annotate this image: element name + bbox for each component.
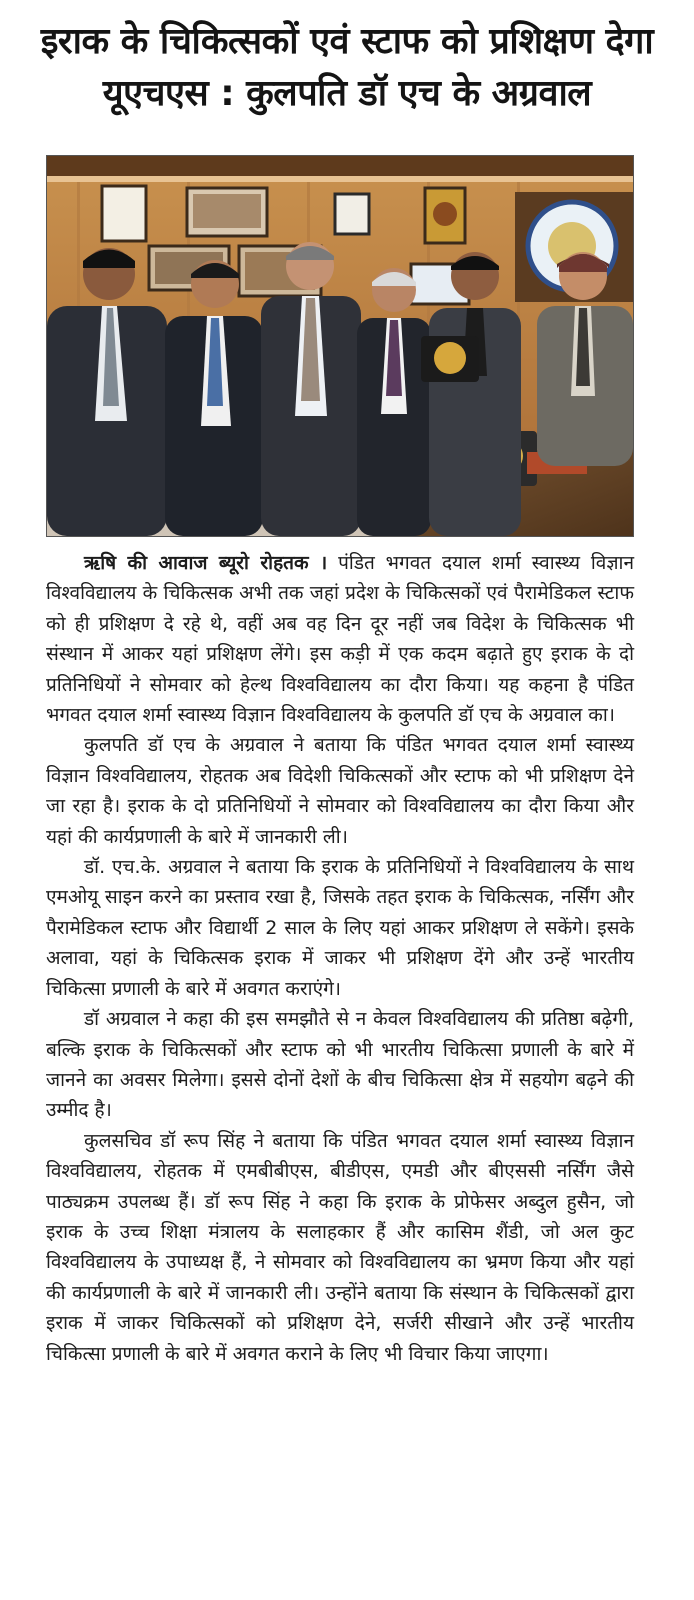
- article-paragraph: डॉ. एच.के. अग्रवाल ने बताया कि इराक के प्रतिनिधियों ने विश्वविद्यालय के साथ एमओयू साइन करने का प्रस्ताव रखा है, जिसके तहत इराक के चिकित्सक, नर्सिंग और पैरामेडिकल स्टाफ और विद्यार्थी 2 साल के लिए यहां आकर प्रशिक्षण ले सकेंगे। इसके अलावा, यहां के चिकित्सक इराक में जाकर भी प्रशिक्षण देंगे और उन्हें भारतीय चिकित्सा प्रणाली के बारे में अवगत कराएंगे।: [46, 856, 634, 1000]
- headline-line-2: यूएचएस : कुलपति डॉ एच के अग्रवाल: [102, 73, 592, 114]
- headline-line-1: इराक के चिकित्सकों एवं स्टाफ को प्रशिक्षण देगा: [40, 21, 654, 62]
- paragraph-text: पंडित भगवत दयाल शर्मा स्वास्थ्य विज्ञान विश्वविद्यालय के चिकित्सक अभी तक जहां प्रदेश के चिकित्सकों एवं पैरामेडिकल स्टाफ को ही प्रशिक्षण दे रहे थे, वहीं अब वह दिन दूर नहीं जब विदेश के चिकित्सक भी संस्थान में आकर यहां प्रशिक्षण लेंगे। इस कड़ी में एक कदम बढ़ाते हुए इराक के दो प्रतिनिधियों ने सोमवार को हेल्थ विश्वविद्यालय का दौरा किया। यह कहना है पंडित भगवत दयाल शर्मा स्वास्थ्य विज्ञान विश्वविद्यालय के कुलपति डॉ एच के अग्रवाल का।: [46, 552, 635, 727]
- article-paragraph: कुलसचिव डॉ रूप सिंह ने बताया कि पंडित भगवत दयाल शर्मा स्वास्थ्य विज्ञान विश्वविद्यालय, रोहतक में एमबीबीएस, बीडीएस, एमडी और बीएससी नर्सिंग जैसे पाठ्यक्रम उपलब्ध हैं। डॉ रूप सिंह ने कहा कि इराक के प्रोफेसर अब्दुल हुसैन, जो इराक के उच्च शिक्षा मंत्रालय के सलाहकार हैं और कासिम शैंडी, जो अल कुट विश्वविद्यालय के उपाध्यक्ष हैं, ने सोमवार को विश्वविद्यालय का भ्रमण किया और यहां की कार्यप्रणाली के बारे में जानकारी ली। उन्होंने बताया कि संस्थान के चिकित्सकों द्वारा इराक में जाकर चिकित्सकों को प्रशिक्षण देने, सर्जरी सीखाने और उन्हें भारतीय चिकित्सा प्रणाली के बारे में अवगत कराने के लिए भी विचार किया जाएगा।: [46, 1129, 634, 1365]
- headline: [0, 0, 694, 120]
- dateline: ऋषि की आवाज ब्यूरो रोहतक ।: [84, 552, 328, 574]
- news-photo: [46, 155, 634, 537]
- article-body: [46, 548, 634, 1369]
- article-paragraph: कुलपति डॉ एच के अग्रवाल ने बताया कि पंडित भगवत दयाल शर्मा स्वास्थ्य विज्ञान विश्वविद्यालय, रोहतक अब विदेशी चिकित्सकों और स्टाफ को भी प्रशिक्षण देने जा रहा है। इराक के दो प्रतिनिधियों ने सोमवार को विश्वविद्यालय का दौरा किया और यहां की कार्यप्रणाली के बारे में जानकारी ली।: [46, 734, 634, 848]
- article-paragraph: डॉ अग्रवाल ने कहा की इस समझौते से न केवल विश्वविद्यालय की प्रतिष्ठा बढ़ेगी, बल्कि इराक के चिकित्सकों और स्टाफ को भी भारतीय चिकित्सा प्रणाली के बारे में जानने का अवसर मिलेगा। इससे दोनों देशों के बीच चिकित्सा क्षेत्र में सहयोग बढ़ने की उम्मीद है।: [46, 1008, 634, 1122]
- article-paragraph: [46, 548, 634, 730]
